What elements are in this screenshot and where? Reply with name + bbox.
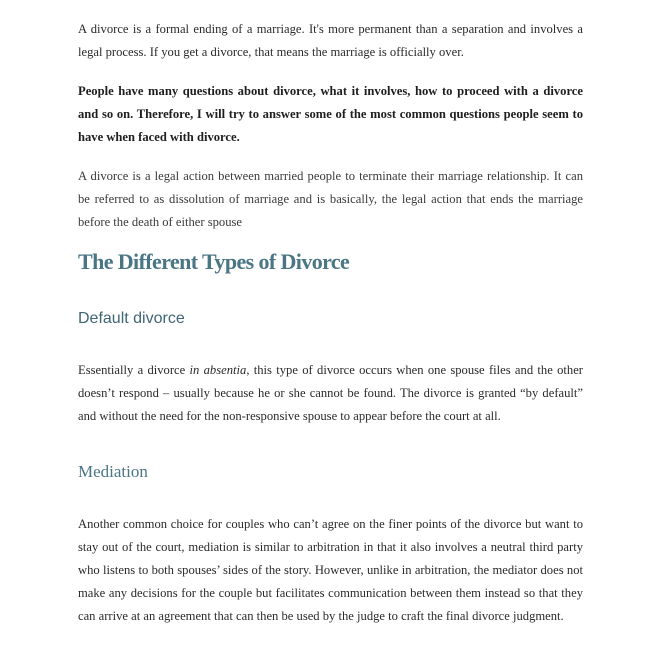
types-of-divorce-heading: The Different Types of Divorce <box>78 249 350 274</box>
default-divorce-paragraph <box>78 359 583 428</box>
in-absentia-term: in absentia <box>189 363 247 377</box>
intro-paragraph: A divorce is a formal ending of a marriage. It's more permanent than a separation and involves a legal process. If you get a divorce, that means the marriage is officially over. <box>78 22 583 59</box>
definition-paragraph: A divorce is a legal action between married people to terminate their marriage relationship. It can be referred to as dissolution of marriage and is basically, the legal action that ends the marriage before the death of either spouse <box>78 169 583 229</box>
bold-questions-paragraph: People have many questions about divorce, what it involves, how to proceed with a divorce and so on. Therefore, I will try to answer some of the most common questions people seem to have when faced with divorce. <box>78 84 583 144</box>
mediation-paragraph: Another common choice for couples who can’t agree on the finer points of the divorce but want to stay out of the court, mediation is similar to arbitration in that it also involves a neutral third party who listens to both spouses’ sides of the story. However, unlike in arbitration, the mediator does not make any decisions for the couple but facilitates communication between them instead so that they can arrive at an agreement that can then be used by the judge to craft the final divorce judgment. <box>78 517 583 623</box>
mediation-heading: Mediation <box>78 462 148 481</box>
default-divorce-heading: Default divorce <box>78 310 185 327</box>
default-divorce-text-end: , this type of divorce occurs when one spouse files and the other doesn’t respond – usually because he or she cannot be found. The divorce is granted “by default” and without the need for the non-responsive spouse to appear before the court at all. <box>78 363 583 423</box>
default-divorce-text-start: Essentially a divorce <box>78 363 190 377</box>
